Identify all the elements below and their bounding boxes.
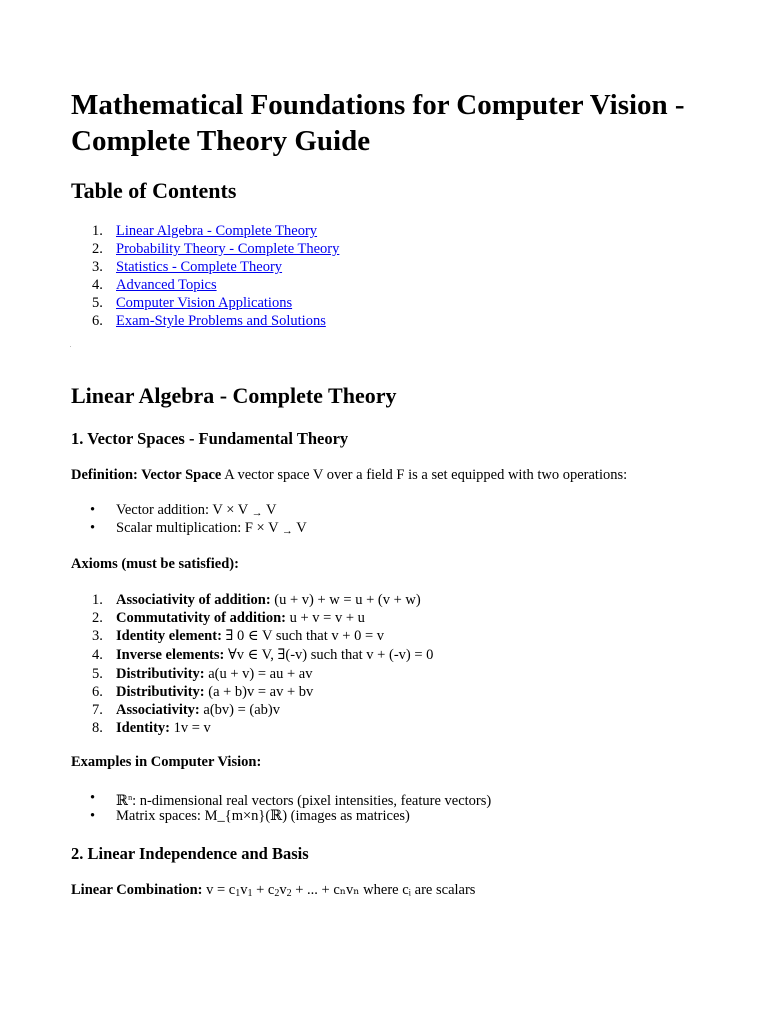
operations-list [71,501,307,537]
list-item: • Matrix spaces: M_{m×n}(ℝ) (images as matrices) [90,808,410,824]
toc-item: 1. Linear Algebra - Complete Theory [92,223,318,239]
toc-item: 3. Statistics - Complete Theory [92,259,283,275]
axiom-item: 8. Identity: 1v = v [92,720,211,736]
axiom-item: 1. Associativity of addition: (u + v) + w = u + (v + w) [92,592,421,608]
page-title: Mathematical Foundations for Computer Vision - Complete Theory Guide [71,89,685,157]
axioms-label: Axioms (must be satisfied): [71,556,239,572]
linear-combination-paragraph: Linear Combination: $v = c_1v_1 + c_2v_2$ + ... + cₙvₙ where cᵢ are scalars [71,882,476,899]
list-item: • Scalar multiplication: F × V → V [90,520,307,537]
arrow-icon: → [251,507,263,519]
definition-label: Definition: Vector Space [71,467,222,483]
definition-text: A vector space V over a field F is a set equipped with two operations: [221,467,628,483]
subsection-heading-vector-spaces: 1. Vector Spaces - Fundamental Theory [71,429,349,448]
bullet-icon: • [90,520,96,536]
axiom-item: 7. Associativity: a(bv) = (ab)v [92,702,281,718]
toc-item: 4. Advanced Topics [92,277,217,293]
axiom-item: 6. Distributivity: (a + b)v = av + bv [92,684,314,700]
arrow-icon: → [281,525,293,537]
axiom-item: 5. Distributivity: a(u + v) = au + av [92,666,313,682]
bullet-icon: • [90,790,96,806]
separator-dot [70,346,71,347]
toc-item: 2. Probability Theory - Complete Theory [92,241,340,257]
toc-heading: Table of Contents [71,178,237,203]
toc-link-cv-applications[interactable]: Computer Vision Applications [116,295,293,311]
toc-link-exam-problems[interactable]: Exam-Style Problems and Solutions [116,313,326,329]
list-item: • ℝ$^n$: n-dimensional real vectors (pixel intensities, feature vectors) [90,790,492,809]
linear-combination-label: Linear Combination: [71,882,203,898]
real-numbers-symbol: ℝ [116,793,129,809]
subsection-heading-linear-independence: 2. Linear Independence and Basis [71,844,309,863]
examples-label: Examples in Computer Vision: [71,754,262,770]
axioms-list [71,591,433,737]
section-heading: Linear Algebra - Complete Theory [71,383,397,408]
axiom-item: 2. Commutativity of addition: u + v = v + u [92,610,365,626]
toc-list [71,222,339,330]
toc-item: 6. Exam-Style Problems and Solutions [92,313,326,329]
toc-item: 5. Computer Vision Applications [92,295,293,311]
bullet-icon: • [90,808,96,824]
axiom-item: 3. Identity element: ∃ 0 ∈ V such that v + 0 = v [92,628,385,644]
definition-paragraph [71,466,627,484]
toc-link-probability-theory[interactable]: Probability Theory - Complete Theory [116,241,340,257]
examples-list [71,789,491,825]
toc-link-advanced-topics[interactable]: Advanced Topics [116,277,217,293]
toc-link-linear-algebra[interactable]: Linear Algebra - Complete Theory [116,223,318,239]
axiom-item: 4. Inverse elements: ∀v ∈ V, ∃(-v) such that v + (-v) = 0 [92,647,434,663]
list-item: • Vector addition: V × V → V [90,502,277,519]
toc-link-statistics[interactable]: Statistics - Complete Theory [116,259,283,275]
bullet-icon: • [90,502,96,518]
